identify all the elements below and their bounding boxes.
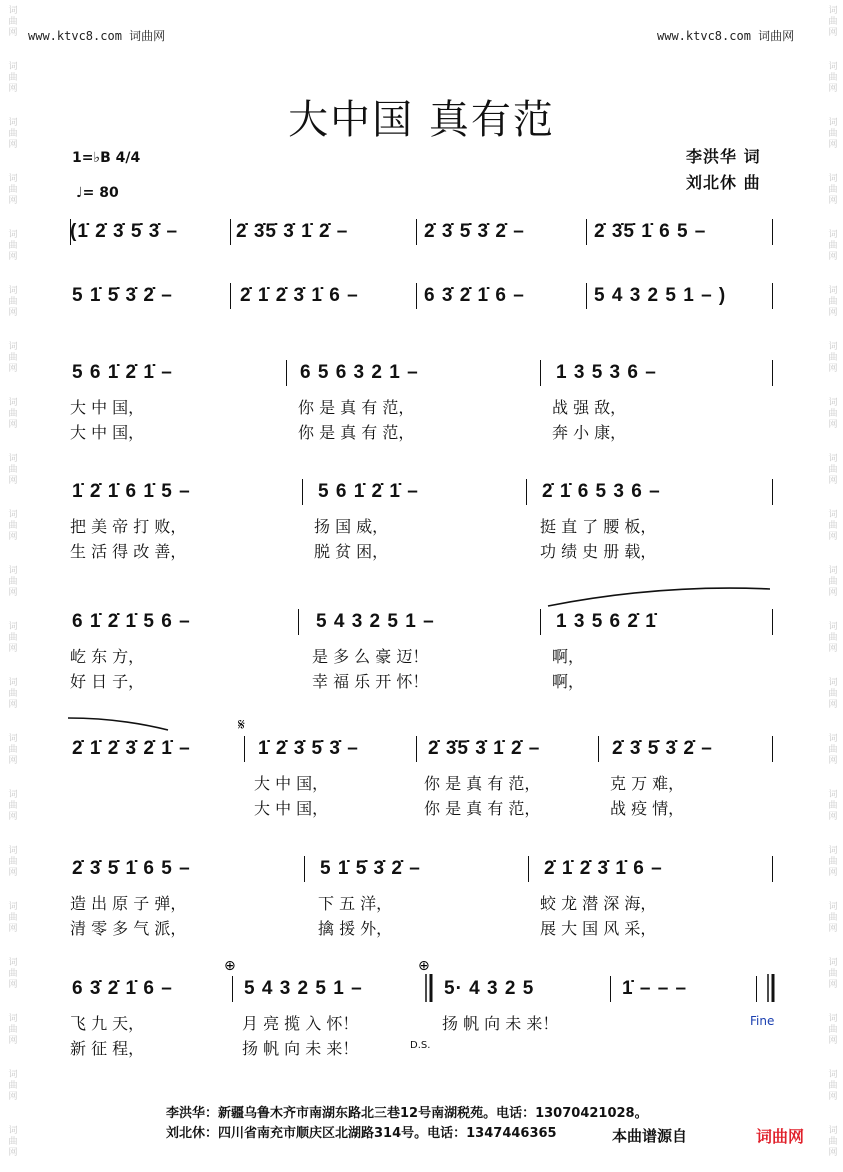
lyric-line-1: 战 强 敌， <box>552 398 627 417</box>
watermark-text: 词曲网 <box>828 510 838 542</box>
lyric-line-1: 是 多 么 豪 迈！ <box>312 647 429 666</box>
watermark-text: 词曲网 <box>828 678 838 710</box>
watermark-text: 词曲网 <box>828 1070 838 1102</box>
watermark-text: 词曲网 <box>8 1126 18 1158</box>
watermark-text: 词曲网 <box>8 734 18 766</box>
lyric-line-2: 擒 援 外， <box>318 919 393 938</box>
measure-notes: 2̇ 1̇ 2̇ 3̇ 1̇ 6 – <box>240 285 359 306</box>
segno-icon: 𝄋 <box>238 715 245 734</box>
lyric-line-2: 啊， <box>552 672 585 691</box>
lyric-line-2: 幸 福 乐 开 怀！ <box>312 672 429 691</box>
lyric-line-1: 挺 直 了 腰 板， <box>540 517 657 536</box>
lyric-line-1: 扬 帆 向 未 来！ <box>442 1014 559 1033</box>
measure-notes: 2̇ 1̇ 6 5 3 6 – <box>542 481 661 502</box>
measure-notes: 6 1̇ 2̇ 1̇ 5 6 – <box>72 611 191 632</box>
measure-notes: 5 6 1̇ 2̇ 1̇ – <box>318 481 419 502</box>
watermark-text: 词曲网 <box>828 230 838 262</box>
footer-lyricist-contact: 李洪华：新疆乌鲁木齐市南湖东路北三巷12号南湖税苑。电话：13070421028。 <box>166 1106 648 1121</box>
site-url-left[interactable]: www.ktvc8.com 词曲网 <box>28 29 166 43</box>
watermark-text: 词曲网 <box>8 62 18 94</box>
watermark-text: 词曲网 <box>8 846 18 878</box>
measure-notes: 2̇ 3̇ 5̇ 3̇ 2̇ – <box>424 221 525 242</box>
watermark-text: 词曲网 <box>8 678 18 710</box>
measure-notes: 1̇ – – – <box>622 978 688 999</box>
lyric-line-2: 大 中 国， <box>254 799 329 818</box>
measure-notes: 2̇ 3̇5̇ 3̇ 1̇ 2̇ – <box>236 221 349 242</box>
watermark-text: 词曲网 <box>828 286 838 318</box>
ds-mark: D.S. <box>410 1040 431 1051</box>
lyric-line-1: 啊， <box>552 647 585 666</box>
lyric-line-2: 功 绩 史 册 载， <box>540 542 657 561</box>
watermark-text: 词曲网 <box>8 454 18 486</box>
measure-notes: 5 4 3 2 5 1 – ) <box>594 285 727 306</box>
watermark-text: 词曲网 <box>8 174 18 206</box>
watermark-text: 词曲网 <box>8 902 18 934</box>
measure-notes: 6 5 6 3 2 1 – <box>300 362 419 383</box>
watermark-text: 词曲网 <box>8 510 18 542</box>
measure-notes: 5 4 3 2 5 1 – <box>316 611 435 632</box>
watermark-text: 词曲网 <box>828 1126 838 1158</box>
long-slur <box>548 588 770 606</box>
lyric-line-1: 蛟 龙 潜 深 海， <box>540 894 657 913</box>
watermark-text: 词曲网 <box>828 958 838 990</box>
measure-notes: 2̇ 3̇5̇ 3̇ 1̇ 2̇ – <box>428 738 541 759</box>
coda-icon: ⊕ <box>224 958 236 974</box>
watermark-text: 词曲网 <box>8 958 18 990</box>
lyric-line-1: 把 美 帝 打 败， <box>70 517 187 536</box>
lyric-line-2: 新 征 程， <box>70 1039 145 1058</box>
watermark-text: 词曲网 <box>828 342 838 374</box>
watermark-text: 词曲网 <box>828 846 838 878</box>
watermark-text: 词曲网 <box>8 398 18 430</box>
measure-notes: 5 4 3 2 5 1 – <box>244 978 363 999</box>
measure-notes: 5· 4 3 2 5 <box>444 978 535 999</box>
measure-notes: 5 1̇ 5̇ 3̇ 2̇ – <box>320 858 421 879</box>
watermark-text: 词曲网 <box>828 902 838 934</box>
measure-notes: 1 3 5 3 6 – <box>556 362 657 383</box>
lyric-line-2: 扬 帆 向 未 来！ <box>242 1039 359 1058</box>
lyric-line-2: 生 活 得 改 善， <box>70 542 187 561</box>
watermark-text: 词曲网 <box>828 6 838 38</box>
lyric-line-1: 下 五 洋， <box>318 894 393 913</box>
watermark-text: 词曲网 <box>828 454 838 486</box>
lyric-line-2: 大 中 国， <box>70 423 145 442</box>
coda-icon: ⊕ <box>418 958 430 974</box>
lyric-line-2: 展 大 国 风 采， <box>540 919 657 938</box>
measure-notes: 1̇ 2̇ 1̇ 6 1̇ 5 – <box>72 481 191 502</box>
measure-notes: 1̇ 2̇ 3̇ 5̇ 3̇ – <box>258 738 359 759</box>
watermark-text: 词曲网 <box>8 622 18 654</box>
lyric-line-2: 奔 小 康， <box>552 423 627 442</box>
lyric-line-1: 月 亮 揽 入 怀！ <box>242 1014 359 1033</box>
watermark-text: 词曲网 <box>8 790 18 822</box>
song-title: 大中国 真有范 <box>288 97 555 143</box>
watermark-text: 词曲网 <box>8 1014 18 1046</box>
watermark-text: 词曲网 <box>8 1070 18 1102</box>
lyric-line-2: 你 是 真 有 范， <box>424 799 541 818</box>
watermark-text: 词曲网 <box>8 566 18 598</box>
measure-notes: 6 3̇ 2̇ 1̇ 6 – <box>424 285 525 306</box>
site-url-right[interactable]: www.ktvc8.com 词曲网 <box>657 29 795 43</box>
lyricist-credit: 李洪华 词 <box>686 147 761 166</box>
watermark-text: 词曲网 <box>8 230 18 262</box>
lyric-line-1: 大 中 国， <box>70 398 145 417</box>
watermark-text: 词曲网 <box>828 174 838 206</box>
measure-notes: 2̇ 3̇ 5̇ 3̇ 2̇ – <box>612 738 713 759</box>
lyric-line-2: 你 是 真 有 范， <box>298 423 415 442</box>
measure-notes: 2̇ 3̇5̇ 1̇ 6 5 – <box>594 221 707 242</box>
footer-composer-contact: 刘北休：四川省南充市顺庆区北湖路314号。电话：1347446365 <box>166 1126 557 1141</box>
watermark-text: 词曲网 <box>8 342 18 374</box>
lyric-line-1: 你 是 真 有 范， <box>298 398 415 417</box>
lyric-line-1: 大 中 国， <box>254 774 329 793</box>
watermark-text: 词曲网 <box>8 118 18 150</box>
quarter-note-icon: ♩ <box>76 185 83 201</box>
lyric-line-1: 屹 东 方， <box>70 647 145 666</box>
measure-notes: 1 3 5 6 2̇ 1̇ <box>556 611 657 632</box>
watermark-text: 词曲网 <box>828 1014 838 1046</box>
watermark-text: 词曲网 <box>828 790 838 822</box>
lyric-line-2: 好 日 子， <box>70 672 145 691</box>
footer-source: 本曲谱源自 <box>612 1127 688 1145</box>
watermark-text: 词曲网 <box>828 734 838 766</box>
composer-credit: 刘北休 曲 <box>686 173 761 192</box>
measure-notes: 2̇ 1̇ 2̇ 3̇ 2̇ 1̇ – <box>72 738 191 759</box>
watermark-text: 词曲网 <box>8 6 18 38</box>
measure-notes: 5 1̇ 5̇ 3̇ 2̇ – <box>72 285 173 306</box>
lyric-line-1: 飞 九 天， <box>70 1014 145 1033</box>
watermark-text: 词曲网 <box>8 286 18 318</box>
key-signature: 1=♭B 4/4 <box>72 150 141 166</box>
watermark-text: 词曲网 <box>828 622 838 654</box>
lyric-line-1: 你 是 真 有 范， <box>424 774 541 793</box>
watermark-text: 词曲网 <box>828 62 838 94</box>
long-slur <box>68 718 168 730</box>
measure-notes: 6 3̇ 2̇ 1̇ 6 – <box>72 978 173 999</box>
measure-notes: 5 6 1̇ 2̇ 1̇ – <box>72 362 173 383</box>
watermark-text: 词曲网 <box>828 566 838 598</box>
lyric-line-1: 克 万 难， <box>610 774 685 793</box>
lyric-line-2: 清 零 多 气 派， <box>70 919 187 938</box>
measure-notes: (1̇ 2̇ 3̇ 5̇ 3̇ – <box>70 221 179 242</box>
fine-mark: Fine <box>750 1014 775 1028</box>
lyric-line-1: 造 出 原 子 弹， <box>70 894 187 913</box>
watermark-text: 词曲网 <box>828 398 838 430</box>
lyric-line-2: 脱 贫 困， <box>314 542 389 561</box>
watermark-text: 词曲网 <box>828 118 838 150</box>
measure-notes: 2̇ 1̇ 2̇ 3̇ 1̇ 6 – <box>544 858 663 879</box>
lyric-line-1: 扬 国 威， <box>314 517 389 536</box>
lyric-line-2: 战 疫 情， <box>610 799 685 818</box>
tempo-value: = 80 <box>82 185 119 201</box>
measure-notes: 2̇ 3̇ 5̇ 1̇ 6 5 – <box>72 858 191 879</box>
footer-brand-logo[interactable]: 词曲网 <box>756 1127 805 1146</box>
